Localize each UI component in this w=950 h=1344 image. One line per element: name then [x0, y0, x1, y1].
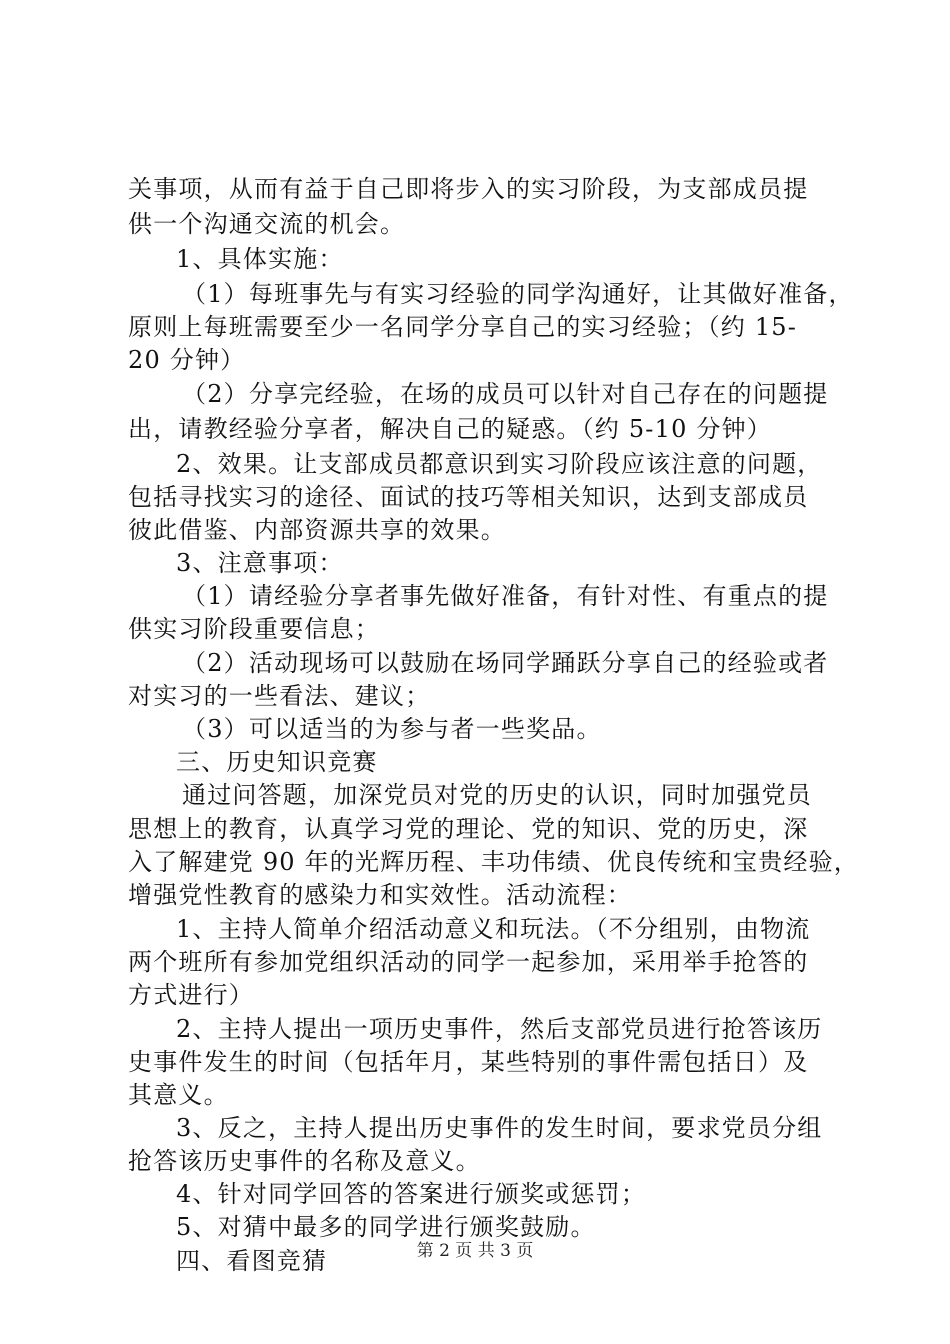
text-line: 包括寻找实习的途径、面试的技巧等相关知识，达到支部成员 — [128, 483, 809, 511]
text-line: 出，请教经验分享者，解决自己的疑惑。（约 5-10 分钟） — [128, 415, 772, 443]
text-line: 3、反之，主持人提出历史事件的发生时间，要求党员分组 — [176, 1114, 823, 1142]
text-line: 3、注意事项： — [176, 549, 344, 577]
page-footer — [0, 1240, 950, 1262]
text-line: （2）活动现场可以鼓励在场同学踊跃分享自己的经验或者 — [182, 649, 829, 677]
text-line: 1、主持人简单介绍活动意义和玩法。（不分组别，由物流 — [176, 915, 811, 943]
text-line: 方式进行） — [128, 981, 254, 1009]
text-line: 5、对猜中最多的同学进行颁奖鼓励。 — [176, 1213, 596, 1241]
text-line: 抢答该历史事件的名称及意义。 — [128, 1147, 481, 1175]
text-line: 20 分钟） — [128, 346, 246, 374]
text-line: 彼此借鉴、内部资源共享的效果。 — [128, 516, 506, 544]
text-line: （2）分享完经验，在场的成员可以针对自己存在的问题提 — [182, 380, 829, 408]
text-line: 两个班所有参加党组织活动的同学一起参加，采用举手抢答的 — [128, 948, 809, 976]
text-line: （1）每班事先与有实习经验的同学沟通好，让其做好准备， — [182, 280, 854, 308]
text-line: 供实习阶段重要信息； — [128, 615, 380, 643]
text-line: 思想上的教育，认真学习党的理论、党的知识、党的历史，深 — [128, 815, 809, 843]
text-line: 史事件发生的时间（包括年月，某些特别的事件需包括日）及 — [128, 1048, 809, 1076]
section-heading: 四、看图竞猜 — [176, 1247, 328, 1275]
text-line: 关事项，从而有益于自己即将步入的实习阶段，为支部成员提 — [128, 175, 809, 203]
text-line: 原则上每班需要至少一名同学分享自己的实习经验；（约 15- — [128, 313, 798, 341]
text-line: 通过问答题，加深党员对党的历史的认识，同时加强党员 — [182, 781, 812, 809]
text-line: 4、针对同学回答的答案进行颁奖或惩罚； — [176, 1180, 647, 1208]
text-line: 其意义。 — [128, 1081, 229, 1109]
text-line: 1、具体实施： — [176, 245, 344, 273]
text-line: 入了解建党 90 年的光辉历程、丰功伟绩、优良传统和宝贵经验， — [128, 848, 859, 876]
text-line: （3）可以适当的为参与者一些奖品。 — [182, 715, 602, 743]
text-line: 对实习的一些看法、建议； — [128, 682, 431, 710]
section-heading: 三、历史知识竞赛 — [176, 748, 378, 776]
page-number-label: 第 2 页 共 3 页 — [416, 1241, 534, 1261]
text-line: （1）请经验分享者事先做好准备，有针对性、有重点的提 — [182, 582, 829, 610]
text-line: 2、主持人提出一项历史事件，然后支部党员进行抢答该历 — [176, 1015, 823, 1043]
text-line: 增强党性教育的感染力和实效性。活动流程： — [128, 881, 632, 909]
text-line: 供一个沟通交流的机会。 — [128, 210, 406, 238]
text-line: 2、效果。让支部成员都意识到实习阶段应该注意的问题， — [176, 450, 823, 478]
